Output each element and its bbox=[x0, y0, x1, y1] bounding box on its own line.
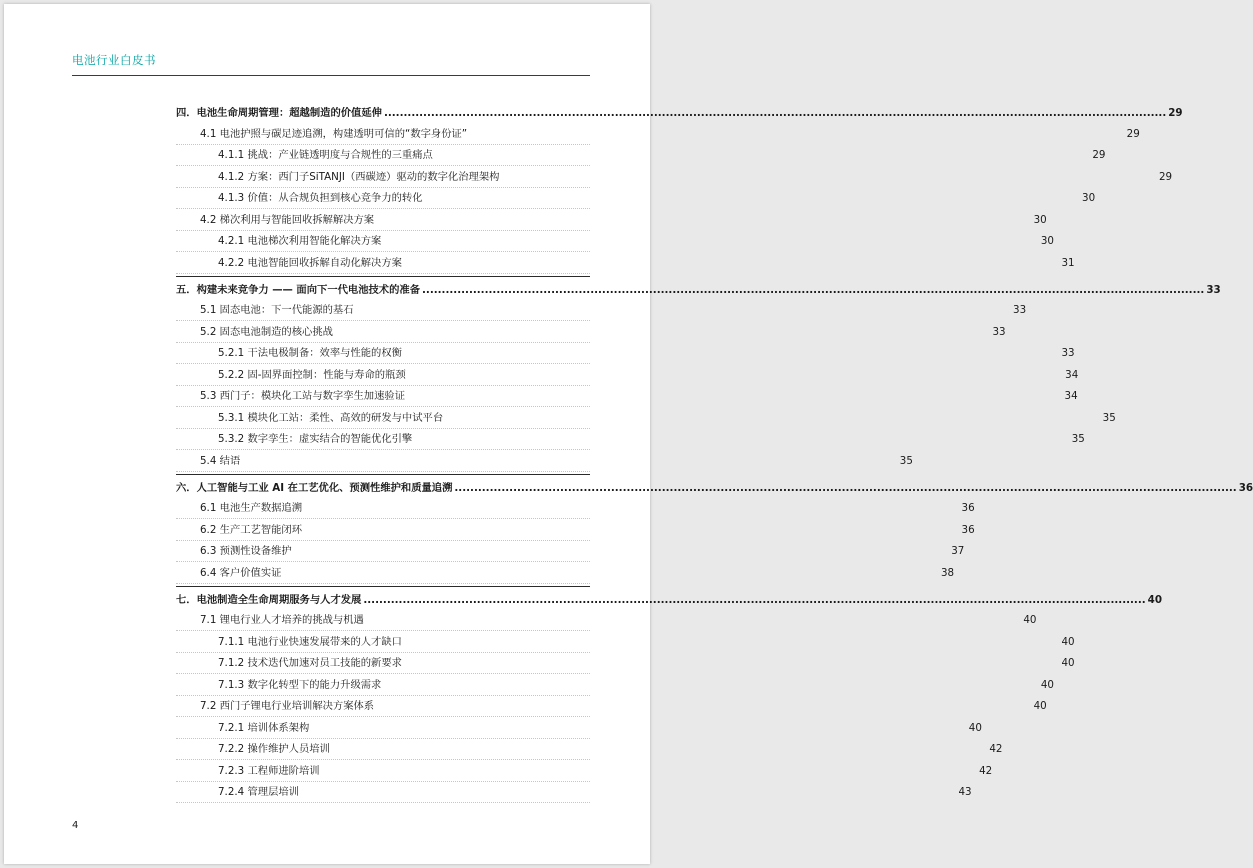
toc-entry-title: 4.1 电池护照与碳足迹追溯，构建透明可信的“数字身份证” bbox=[200, 127, 468, 140]
toc-subsection-entry[interactable] bbox=[176, 166, 1173, 188]
toc-subsection-entry[interactable] bbox=[176, 653, 1075, 675]
toc-entry-title: 7.1.3 数字化转型下的能力升级需求 bbox=[218, 678, 382, 691]
toc-entry-page-number: 30 bbox=[1040, 235, 1054, 247]
toc-leader-dots: ........................................................................................................................................................................................................ bbox=[363, 593, 1146, 606]
table-of-contents bbox=[176, 100, 1253, 805]
toc-entry-title: 5.4 结语 bbox=[200, 454, 241, 467]
toc-entry-page-number: 33 bbox=[992, 325, 1006, 338]
toc-section-entry[interactable] bbox=[176, 386, 1078, 408]
toc-entry-page-number: 38 bbox=[940, 566, 955, 579]
toc-entry-page-number: 35 bbox=[899, 454, 913, 467]
toc-entry-title: 5.2.2 固-固界面控制：性能与寿命的瓶颈 bbox=[218, 368, 406, 381]
toc-entry-title: 6.4 客户价值实证 bbox=[200, 566, 282, 579]
toc-section-entry[interactable] bbox=[176, 209, 1047, 231]
toc-entry-title: 7.2.2 操作维护人员培训 bbox=[218, 743, 330, 755]
toc-section-entry[interactable] bbox=[176, 696, 1047, 718]
toc-entry-page-number: 31 bbox=[1061, 256, 1075, 269]
toc-subsection-entry[interactable] bbox=[176, 739, 1003, 761]
toc-subsection-entry[interactable] bbox=[176, 631, 1075, 653]
toc-entry-page-number: 40 bbox=[1147, 593, 1163, 606]
toc-subsection-entry[interactable] bbox=[176, 343, 1075, 365]
toc-chapter-entry[interactable] bbox=[176, 102, 1183, 123]
toc-entry-page-number: 35 bbox=[1102, 411, 1116, 424]
toc-entry-page-number: 34 bbox=[1064, 390, 1078, 402]
toc-section-entry[interactable] bbox=[176, 541, 965, 563]
toc-entry-page-number: 33 bbox=[1061, 347, 1075, 359]
toc-subsection-entry[interactable] bbox=[176, 364, 1079, 386]
toc-entry-page-number: 40 bbox=[1023, 614, 1037, 626]
toc-section-entry[interactable] bbox=[176, 450, 913, 472]
toc-entry-page-number: 40 bbox=[1061, 635, 1075, 648]
toc-section bbox=[176, 102, 1183, 276]
toc-entry-title: 七．电池制造全生命周期服务与人才发展 bbox=[176, 593, 362, 606]
toc-entry-title: 4.2.2 电池智能回收拆解自动化解决方案 bbox=[218, 256, 402, 269]
toc-leader-dots: ........................................................................................................................................................................................................ bbox=[383, 107, 1167, 119]
toc-section-entry[interactable] bbox=[176, 300, 1027, 322]
toc-subsection-entry[interactable] bbox=[176, 145, 1106, 167]
toc-entry-page-number: 37 bbox=[951, 545, 965, 557]
toc-subsection-entry[interactable] bbox=[176, 717, 982, 739]
toc-entry-title: 4.2 梯次利用与智能回收拆解解决方案 bbox=[200, 213, 375, 226]
toc-entry-title: 4.2.1 电池梯次利用智能化解决方案 bbox=[218, 235, 382, 247]
toc-section-entry[interactable] bbox=[176, 498, 975, 520]
toc-entry-page-number: 33 bbox=[1206, 283, 1221, 296]
toc-entry-title: 7.2 西门子锂电行业培训解决方案体系 bbox=[200, 700, 375, 712]
toc-section-entry[interactable] bbox=[176, 123, 1140, 145]
toc-entry-page-number: 43 bbox=[958, 786, 972, 798]
toc-section-entry[interactable] bbox=[176, 519, 975, 541]
toc-entry-page-number: 40 bbox=[1061, 657, 1075, 669]
toc-entry-title: 六．人工智能与工业 AI 在工艺优化、预测性维护和质量追溯 bbox=[176, 481, 453, 494]
toc-entry-page-number: 29 bbox=[1126, 127, 1140, 140]
page-number: 4 bbox=[72, 820, 79, 831]
toc-entry-title: 5.3.1 模块化工站：柔性、高效的研发与中试平台 bbox=[218, 411, 444, 424]
toc-subsection-entry[interactable] bbox=[176, 782, 972, 804]
toc-entry-page-number: 36 bbox=[961, 523, 975, 536]
toc-entry-title: 6.1 电池生产数据追溯 bbox=[200, 502, 303, 514]
toc-entry-title: 7.1 锂电行业人才培养的挑战与机遇 bbox=[200, 614, 364, 626]
header-title: 电池行业白皮书 bbox=[72, 53, 156, 67]
toc-entry-title: 5.3 西门子：模块化工站与数字孪生加速验证 bbox=[200, 390, 405, 402]
toc-entry-title: 5.3.2 数字孪生：虚实结合的智能优化引擎 bbox=[218, 433, 413, 445]
toc-subsection-entry[interactable] bbox=[176, 188, 1096, 210]
toc-entry-title: 5.2 固态电池制造的核心挑战 bbox=[200, 325, 333, 338]
toc-entry-title: 四．电池生命周期管理：超越制造的价值延伸 bbox=[176, 107, 382, 119]
toc-section-entry[interactable] bbox=[176, 562, 955, 584]
toc-entry-page-number: 42 bbox=[979, 764, 993, 777]
toc-section bbox=[176, 586, 1163, 806]
toc-entry-title: 4.1.1 挑战：产业链透明度与合规性的三重痛点 bbox=[218, 149, 433, 161]
toc-subsection-entry[interactable] bbox=[176, 674, 1054, 696]
toc-entry-title: 7.2.3 工程师进阶培训 bbox=[218, 764, 320, 777]
toc-entry-page-number: 30 bbox=[1082, 192, 1096, 204]
toc-entry-page-number: 29 bbox=[1158, 170, 1173, 183]
toc-section bbox=[176, 474, 1253, 586]
toc-entry-page-number: 35 bbox=[1071, 433, 1085, 445]
toc-subsection-entry[interactable] bbox=[176, 231, 1054, 253]
toc-entry-title: 5.1 固态电池：下一代能源的基石 bbox=[200, 304, 354, 316]
toc-section-entry[interactable] bbox=[176, 321, 1006, 343]
toc-entry-page-number: 40 bbox=[968, 721, 982, 734]
toc-entry-title: 6.2 生产工艺智能闭环 bbox=[200, 523, 303, 536]
toc-entry-title: 4.1.2 方案：西门子SiTANJI（西碳迹）驱动的数字化治理架构 bbox=[218, 170, 500, 183]
toc-subsection-entry[interactable] bbox=[176, 252, 1075, 274]
toc-entry-title: 7.1.1 电池行业快速发展带来的人才缺口 bbox=[218, 635, 402, 648]
toc-entry-page-number: 40 bbox=[1040, 678, 1054, 691]
document-page bbox=[4, 4, 1253, 864]
header-divider bbox=[72, 75, 590, 76]
toc-subsection-entry[interactable] bbox=[176, 760, 993, 782]
toc-entry-title: 5.2.1 干法电极制备：效率与性能的权衡 bbox=[218, 347, 402, 359]
toc-leader-dots: ........................................................................................................................................................................................................ bbox=[422, 283, 1205, 296]
toc-chapter-entry[interactable] bbox=[176, 279, 1221, 300]
toc-chapter-entry[interactable] bbox=[176, 589, 1163, 610]
toc-leader-dots: ........................................................................................................................................................................................................ bbox=[454, 481, 1237, 494]
toc-entry-page-number: 29 bbox=[1168, 107, 1183, 119]
toc-entry-page-number: 42 bbox=[989, 743, 1003, 755]
toc-chapter-entry[interactable] bbox=[176, 477, 1253, 498]
toc-entry-page-number: 40 bbox=[1033, 700, 1047, 712]
toc-entry-page-number: 29 bbox=[1092, 149, 1106, 161]
toc-entry-page-number: 36 bbox=[1238, 481, 1253, 494]
toc-section bbox=[176, 276, 1221, 474]
toc-entry-page-number: 34 bbox=[1065, 368, 1079, 381]
toc-entry-page-number: 33 bbox=[1013, 304, 1027, 316]
toc-entry-title: 7.2.4 管理层培训 bbox=[218, 786, 299, 798]
toc-section-entry[interactable] bbox=[176, 610, 1037, 632]
toc-entry-page-number: 30 bbox=[1033, 213, 1047, 226]
toc-entry-title: 7.1.2 技术迭代加速对员工技能的新要求 bbox=[218, 657, 402, 669]
toc-entry-page-number: 36 bbox=[961, 502, 975, 514]
toc-entry-title: 4.1.3 价值：从合规负担到核心竞争力的转化 bbox=[218, 192, 423, 204]
toc-entry-title: 7.2.1 培训体系架构 bbox=[218, 721, 310, 734]
toc-subsection-entry[interactable] bbox=[176, 429, 1085, 451]
toc-subsection-entry[interactable] bbox=[176, 407, 1116, 429]
toc-entry-title: 6.3 预测性设备维护 bbox=[200, 545, 292, 557]
toc-entry-title: 五．构建未来竞争力 —— 面向下一代电池技术的准备 bbox=[176, 283, 420, 296]
